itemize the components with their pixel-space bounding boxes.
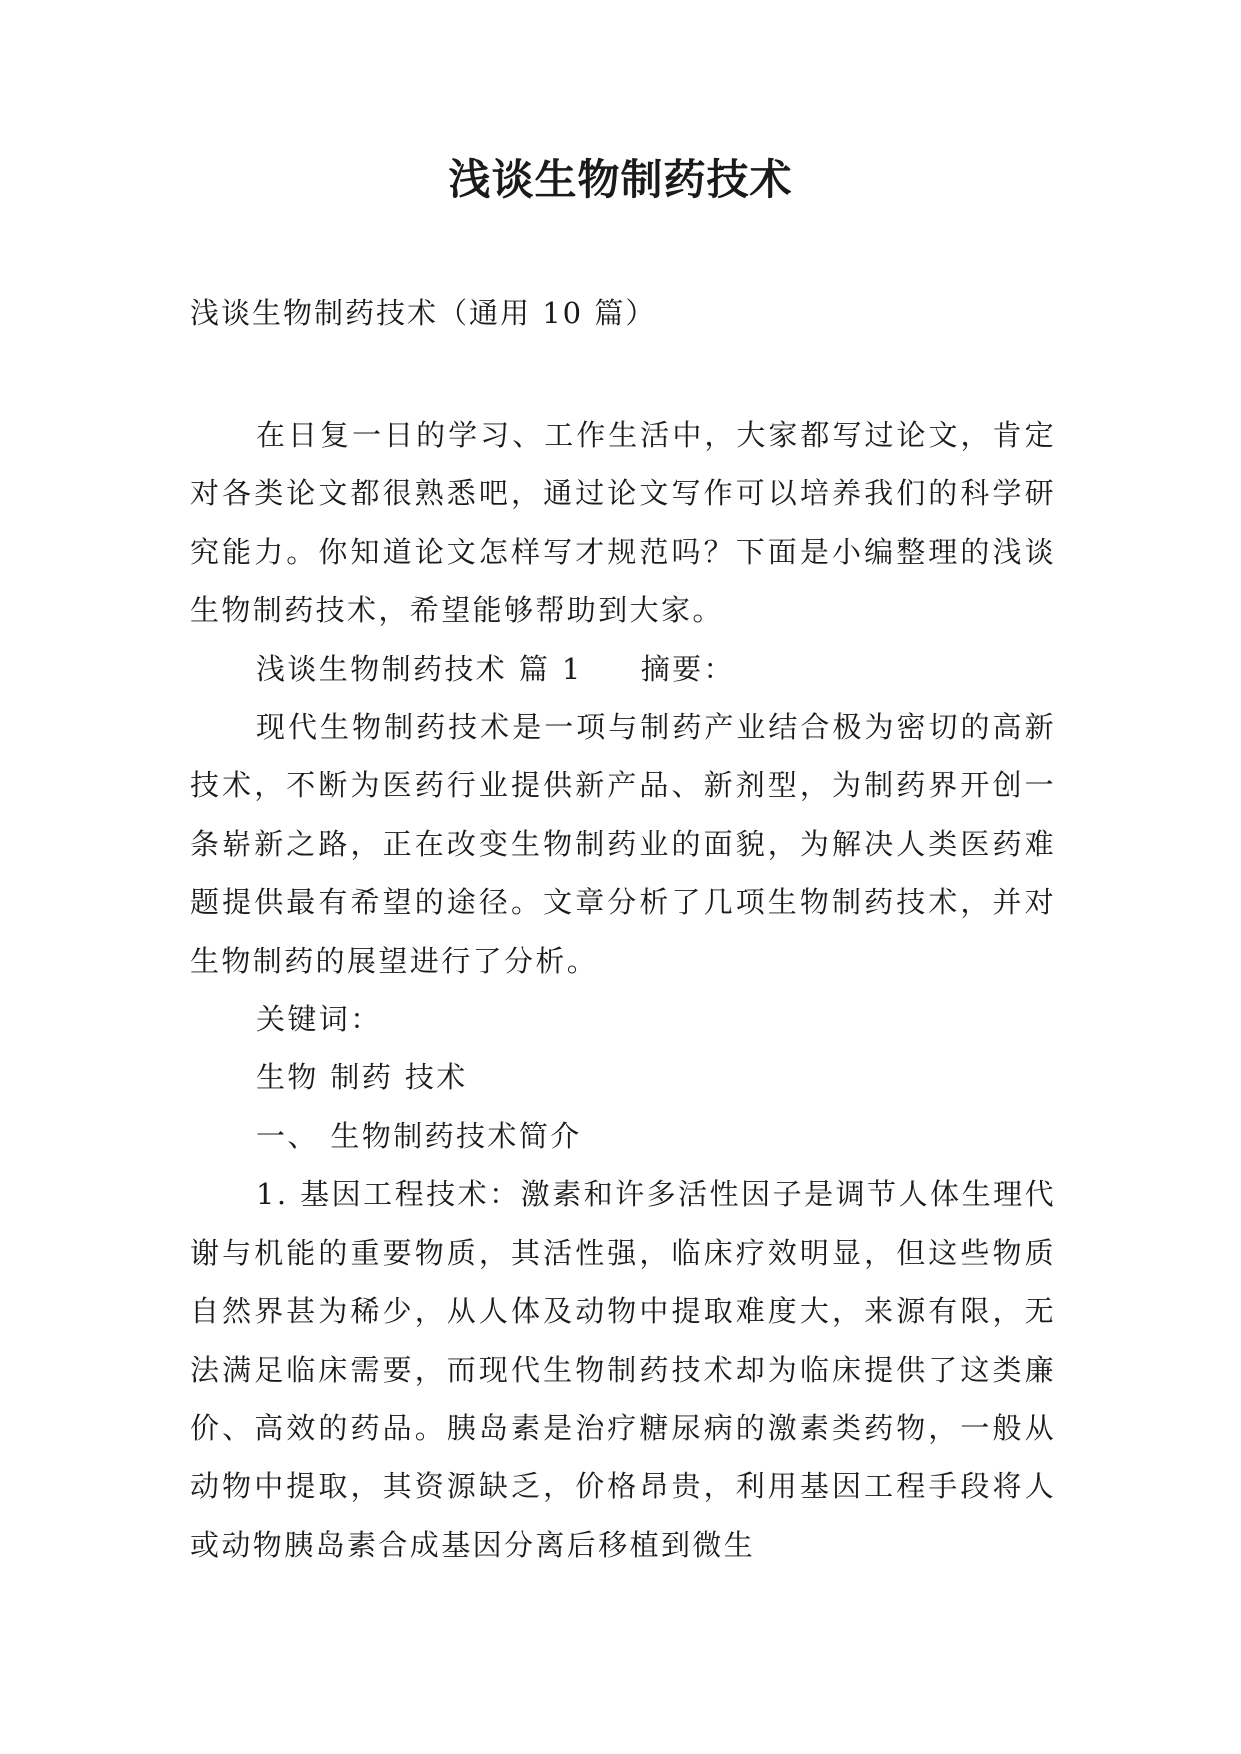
section-paragraph: 1. 基因工程技术：激素和许多活性因子是调节人体生理代谢与机能的重要物质，其活性强，临床疗效明显，但这些物质自然界甚为稀少，从人体及动物中提取难度大，来源有限，无法满足临床需要，而现代生物制药技术却为临床提供了这类廉价、高效的药品。胰岛素是治疗糖尿病的激素类药物，一般从动物中提取，其资源缺乏，价格昂贵，利用基因工程手段将人或动物胰岛素合成基因分离后移植到微生 [190, 1177, 1056, 1562]
document-title: 浅谈生物制药技术 [448, 155, 793, 204]
document-subtitle: 浅谈生物制药技术（通用 10 篇） [190, 296, 657, 330]
section-heading: 一、 生物制药技术简介 [256, 1118, 582, 1153]
keywords-label: 关键词： [256, 1002, 382, 1037]
intro-paragraph: 在日复一日的学习、工作生活中，大家都写过论文，肯定对各类论文都很熟悉吧，通过论文写作可以培养我们的科学研究能力。你知道论文怎样写才规范吗？下面是小编整理的浅谈生物制药技术，希望能够帮助到大家。 [190, 418, 1056, 628]
keywords-list: 生物 制药 技术 [256, 1060, 468, 1095]
document-body [190, 406, 1056, 1574]
abstract-label: 摘要： [640, 651, 735, 686]
abstract-paragraph: 现代生物制药技术是一项与制药产业结合极为密切的高新技术，不断为医药行业提供新产品、新剂型，为制药界开创一条崭新之路，正在改变生物制药业的面貌，为解决人类医药难题提供最有希望的途径。文章分析了几项生物制药技术，并对生物制药的展望进行了分析。 [190, 710, 1056, 978]
article-heading-line [190, 640, 1056, 698]
article-heading: 浅谈生物制药技术 篇 1 [256, 651, 583, 686]
